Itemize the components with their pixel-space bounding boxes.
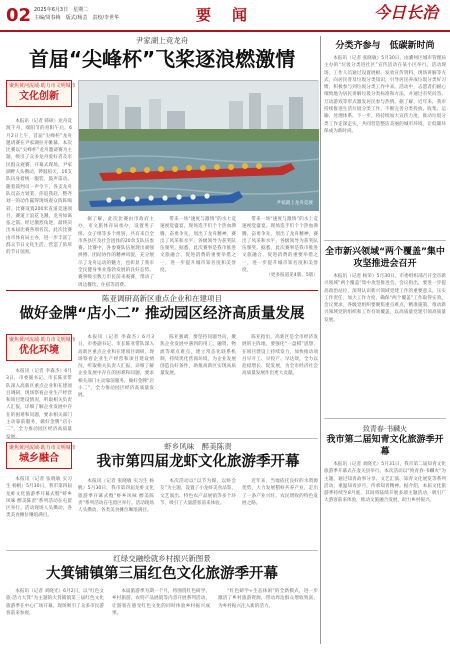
tag-subtitle: 聚焦黄河流域·助力市文明城市	[9, 445, 76, 451]
masthead-rule	[0, 30, 450, 32]
newspaper-logo: 今日长治	[374, 3, 439, 22]
story-body-col3: 本次活动以“以节为媒、以虾会友”为主题，设置了小龙虾美食品鉴、文艺演出、特色农产品展销等多个环节，吸引了大量游客前来体验。	[160, 479, 236, 506]
story-headline: 大箕铺镇第三届红色文化旅游季开幕	[46, 566, 278, 582]
photo-caption: 尹家湖上龙舟竞渡	[276, 201, 313, 206]
article-headline: 全市新兴领域“两个覆盖”集中攻坚推进会召开	[325, 247, 445, 269]
story-kicker: 红绿交融绘就乡村振兴新图景	[113, 554, 211, 563]
story-headline: 首届“尖峰杯”飞桨逐浪燃激情	[28, 47, 296, 71]
story-kicker: 陈亚调研高新区重点企业和在建项目	[102, 294, 222, 303]
article-body: 本报讯（记者 刘晓光）5月31日，我市第二届知青文化旅游季开幕式在壶关县举行。本次活动以“致青春·书麟火”为主题，通过知青故事分享、文艺汇演、知青文化展览等系列活动，重温知青岁月，传承知青精神。据介绍，本届文化旅游季持续至8月底，其间将陆续开展多项主题活动，吸引广大游客前来体验，推动文旅融合发展，助力乡村振兴。	[324, 462, 446, 504]
story-hightech-zone	[6, 294, 318, 324]
section-rule	[6, 550, 318, 551]
date-line: 2025年6月3日 星期二	[34, 7, 89, 13]
story-body-col3: 带来一场“速度与激情”的水上竞速视觉盛宴。现场选手们个个热血沸腾，奋勇争先，划出了龙舟精神，赛出了风采和水平。各级领导为获奖队伍颁奖。据悉，此次赛事是我市推进文旅融合、促进消费的重要举措之一，进一步提升城市知名度和美誉度。	[160, 217, 236, 274]
dragon-boat-photo	[78, 80, 318, 210]
article-headline: 分类齐参与 低碳新时尚	[335, 41, 435, 51]
article-kicker: 致青春·书麟火	[362, 425, 408, 433]
story-crayfish-festival	[78, 442, 318, 472]
story-headline: 我市第四届龙虾文化旅游季开幕	[96, 454, 300, 470]
story-body-col4: 近年来，当地依托良好的水资源优势，大力发展稻虾共养产业，走出了一条产业兴旺、农民增收的特色发展之路。	[242, 479, 318, 506]
tag-title: 优化环境	[19, 345, 59, 356]
story-body-col2: 本报讯（记者 李森杰）6月3日，市委副书记、市长陈亚带队深入高新区重点企业和在建项目调研，现场察看企业生产经营和项目建设情况，听取相关负责人汇报，详细了解企业发展中存在的困难和问题，要求相关部门主动靠前服务，做好金牌“店小二”，全力推动园区经济高质量发展。	[78, 335, 154, 399]
story-body-col2: 据了解，此次比赛由市政府主办，市文旅体育局承办，设置男子组、女子组等多个组别，共有来自全市各县区及社会团体的20余支队伍参赛。比赛中，各参赛队伍展现出顽强拼搏、团结协作的精神风貌，充分展示了龙舟运动的魅力，也彰显了我市全民健身事业蓬勃发展的良好态势。赛事吸引数万市民前来观赛，带动了周边餐饮、住宿等消费。	[78, 217, 154, 288]
more-coverage-link[interactable]: （更多报道见4版、5版）	[266, 273, 318, 278]
section-rule	[324, 240, 446, 241]
story-body-col3: “红色研学+生态休闲”的全新模式，进一步激活了乡村旅游资源，带动周边群众增收致富，为乡村振兴注入新的活力。	[218, 589, 318, 609]
section-title: 要 闻	[196, 6, 251, 24]
article-garbage-sorting	[324, 40, 446, 241]
tag-box-environment	[6, 334, 76, 361]
main-stories	[6, 34, 318, 646]
story-kicker: 虾乡风味 醉美陈责	[164, 442, 232, 451]
page-number: 02	[6, 5, 32, 26]
story-body-col1: 本报讯（记者 张晓敏 实习生 杨帆）5月30日，我市第四届龙虾文化旅游季开幕式暨“虾乡风味 醉美陈责”系列活动在屯留区举行。活动现场人头攒动，各类美食摊位琳琅满目。	[6, 477, 72, 519]
story-dragon-boat	[6, 36, 318, 72]
tag-box-integration	[6, 442, 76, 469]
column-divider	[320, 36, 321, 644]
article-educated-youth-festival	[324, 424, 446, 641]
story-body-col3-cont: 带来一场“速度与激情”的水上竞速视觉盛宴。现场选手们个个热血沸腾，奋勇争先，划出了龙舟精神，赛出了风采和水平。各级领导为获奖队伍颁奖。据悉，此次赛事是我市推进文旅融合、促进消费的重要举措之一，进一步提升城市知名度和美誉度。	[242, 217, 318, 274]
section-rule	[6, 438, 318, 439]
story-body-col3: 陈亚强调，要坚持问题导向，聚焦企业发展中遇到的用工、融资、物流等堵点难点，建立常态化联系机制，持续优化营商环境，为企业发展创造良好条件，助推高新区实现高质量发展。	[160, 335, 236, 377]
dragon-boat-illustration	[79, 81, 319, 211]
article-two-coverage	[324, 246, 446, 413]
story-body-col1: 本报讯（记者 韩硕）龙舟竞渡千舟，端阳节的青阳午后。6月2日上午，首届“尖峰杯”龙舟邀请赛在尹家湖拉开帷幕。本次比赛以“尖峰杯”龙舟邀请赛为主题，吸引了众多龙舟爱好者及市民群众观赛。开幕式现场，尹家湖畔人头攒动，锣鼓喧天，16支队伍身着统一服装，鼓声雷动。随着裁判员一声令下，各支龙舟队员奋力划桨，你追我赶，整齐划一的动作赢得现场观众阵阵喝彩。比赛设置200米直道竞速项目，赛道上浪花飞溅，龙舟如离弦之箭。经过激烈角逐，最终决出本届比赛各项名次。此次比赛由市体育局主办，进一步丰富了群众节日文化生活，营造了浓厚的节日氛围。	[6, 119, 72, 256]
story-red-culture	[6, 554, 318, 584]
article-headline: 我市第二届知青文化旅游季开幕	[326, 435, 444, 457]
story-headline: 做好金牌“店小二” 推动园区经济高质量发展	[19, 306, 305, 322]
section-rule	[6, 290, 318, 291]
tag-title: 城乡融合	[19, 453, 59, 464]
story-body-col2: 本报讯（记者 张晓敏 实习生 杨帆）5月30日，我市第四届龙虾文化旅游季开幕式暨“虾乡风味 醉美陈责”系列活动在屯留区举行。活动现场人头攒动，各类美食摊位琳琅满目。	[78, 479, 154, 514]
story-body-col2: 本届旅游季为期一个月，将围绕红色研学、乡村旅游、农特产品展销等内容开展系列活动，让游客在感受红色文化的同时体验乡村振兴成果。	[112, 589, 210, 616]
tag-title: 文化创新	[19, 91, 59, 102]
section-rule	[324, 418, 446, 419]
tag-subtitle: 聚焦黄河流域·助力市文明城市	[9, 337, 76, 343]
article-body: 本报讯（记者 张晓敏）5月30日，由潞州区城市管理局主办的“垃圾分类进社区”宣传活动在某小区举行。活动现场，工作人员通过设置展板、发放宣传资料、现场讲解等方式，向居民普及垃圾分类知识，引导居民养成垃圾分类好习惯，积极参与到垃圾分类工作中来。活动中，志愿者们耐心细致地为居民讲解垃圾分类标准和方法，并通过有奖问答、互动游戏等形式激发居民参与热情。据了解，近年来，我市持续推进生活垃圾分类工作，不断完善分类投放、收集、运输、处理体系。下一步，将持续加大宣传力度，推动垃圾分类工作走深走实，共同营造整洁美丽的城市环境，让低碳环保成为新时尚。	[324, 56, 446, 134]
tag-box-culture	[6, 80, 76, 107]
tag-subtitle: 聚焦黄河流域·助力市文明城市	[9, 83, 76, 89]
right-column	[324, 36, 446, 646]
masthead	[0, 0, 450, 34]
story-body-col1: 本报讯（记者 李森杰）6月3日，市委副书记、市长陈亚带队深入高新区重点企业和在建项目调研，现场察看企业生产经营和项目建设情况，听取相关负责人汇报，详细了解企业发展中存在的困难和问题，要求相关部门主动靠前服务，做好金牌“店小二”，全力推动园区经济高质量	[6, 369, 72, 433]
story-kicker: 尹家湖上竞龙舟	[135, 36, 189, 45]
article-body: 本报讯（记者 杨荣）5月30日，市委组织部召开全市新兴领域“两个覆盖”集中攻坚推进会。会议指出，要进一步提高政治站位，深刻认识新兴领域党建工作的重要意义，压实工作责任，加大工作力度，确保“两个覆盖”工作取得实效。会议要求，各级党组织要聚焦重点难点，精准施策，推动新兴领域党的组织和工作有效覆盖，以高质量党建引领高质量发展。	[324, 274, 446, 323]
story-body-col1: 本报讯（记者 刘晓光）6月2日，以“红色文旅·活力大箕”为主题的大箕铺镇第三届红色文化旅游季在中心广场开幕。现场吸引了众多市民游客前来参观。	[6, 589, 104, 616]
editor-line: 主编/周春梅 版式/杨芸 责校/李世华	[34, 15, 120, 21]
story-body-col4: 陈亚指出，高新区是全市经济发展的主阵地，要强化“一盘棋”思想，在项目建设上持续发力，加快推动项目早开工、早投产、早达效，全力以赴稳增长、促发展，为全市经济社会高质量发展作出更大贡献。	[242, 335, 318, 377]
